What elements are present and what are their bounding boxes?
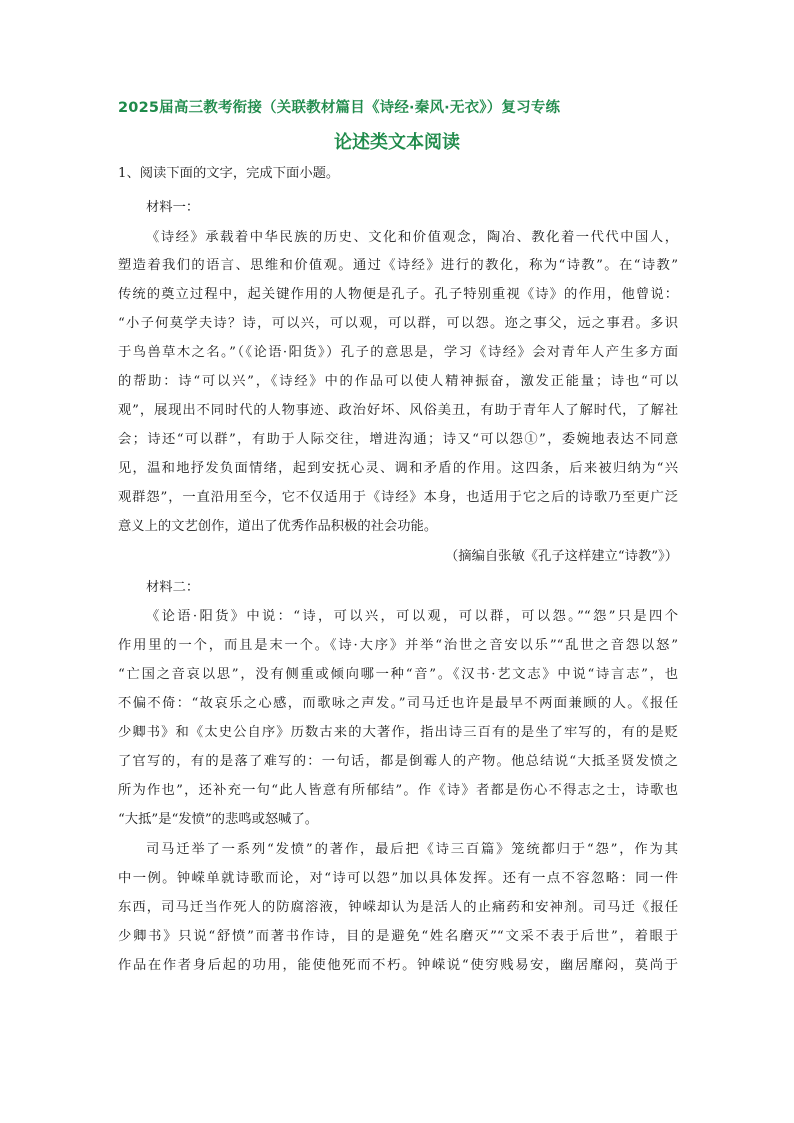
material2-line: 东西，司马迁当作死人的防腐溶液，钟嵘却认为是活人的止痛药和安神剂。司马迁《报任 xyxy=(118,900,678,915)
material1-line: 的帮助：诗“可以兴”，《诗经》中的作品可以使人精神振奋，激发正能量；诗也“可以 xyxy=(118,374,678,389)
question-prompt: 1、阅读下面的文字，完成下面小题。 xyxy=(118,166,340,181)
material2-line: 少卿书》只说“舒愤”而著书作诗，目的是避免“姓名磨灭”“文采不表于后世”，着眼于 xyxy=(118,929,678,944)
material2-line: 不偏不倚：“故哀乐之心感，而歌咏之声发。”司马迁也许是最早不两面兼顾的人。《报任 xyxy=(118,696,678,711)
material1-source: （摘编自张敏《孔子这样建立“诗教”》） xyxy=(445,549,678,564)
material2-line: 《论语·阳货》中说：“诗，可以兴，可以观，可以群，可以怨。”“怨”只是四个 xyxy=(146,609,678,624)
material2-line: “亡国之音哀以思”，没有侧重或倾向哪一种“音”。《汉书·艺文志》中说“诗言志”，也 xyxy=(118,667,678,682)
material1-line: 观群怨”，一直沿用至今，它不仅适用于《诗经》本身，也适用于它之后的诗歌乃至更广泛 xyxy=(118,490,678,505)
material1-line: 意义上的文艺创作，道出了优秀作品积极的社会功能。 xyxy=(118,519,438,534)
material1-line: 传统的奠立过程中，起关键作用的人物便是孔子。孔子特别重视《诗》的作用，他曾说： xyxy=(118,287,678,302)
material1-line: 会；诗还“可以群”，有助于人际交往，增进沟通；诗又“可以怨①”，委婉地表达不同意 xyxy=(118,432,678,447)
material1-label: 材料一： xyxy=(146,200,200,215)
material1-line: 塑造着我们的语言、思维和价值观。通过《诗经》进行的教化，称为“诗教”。在“诗教” xyxy=(118,258,678,273)
material1-line: 见，温和地抒发负面情绪，起到安抚心灵、调和矛盾的作用。这四条，后来被归纳为“兴 xyxy=(118,461,678,476)
material2-label: 材料二： xyxy=(146,580,200,595)
material2-line: 少卿书》和《太史公自序》历数古来的大著作，指出诗三百有的是坐了牢写的，有的是贬 xyxy=(118,725,678,740)
material1-line: “小子何莫学夫诗？诗，可以兴，可以观，可以群，可以怨。迩之事父，远之事君。多识 xyxy=(118,316,678,331)
material2-line: 作品在作者身后起的功用，能使他死而不朽。钟嵘说“使穷贱易安，幽居靡闷，莫尚于 xyxy=(118,958,678,973)
material2-line: 所为作也”，还补充一句“此人皆意有所郁结”。作《诗》者都是伤心不得志之士，诗歌也 xyxy=(118,783,678,798)
material1-line: 观”，展现出不同时代的人物事迹、政治好坏、风俗美丑，有助于青年人了解时代，了解社 xyxy=(118,403,678,418)
material2-line: 了官写的，有的是落了难写的：一句话，都是倒霉人的产物。他总结说“大抵圣贤发愤之 xyxy=(118,754,678,769)
material2-line: “大抵”是“发愤”的悲鸣或怒喊了。 xyxy=(118,812,319,827)
material1-line: 于鸟兽草木之名。”（《论语·阳货》）孔子的意思是，学习《诗经》会对青年人产生多方面 xyxy=(118,345,678,360)
material2-line: 中一例。钟嵘单就诗歌而论，对“诗可以怨”加以具体发挥。还有一点不容忽略：同一件 xyxy=(118,871,678,886)
document-title: 论述类文本阅读 xyxy=(334,132,460,153)
document-subtitle: 2025届高三教考衔接（关联教材篇目《诗经·秦风·无衣》）复习专练 xyxy=(118,100,561,116)
material1-line: 《诗经》承载着中华民族的历史、文化和价值观念，陶冶、教化着一代代中国人， xyxy=(146,230,678,245)
material2-line: 司马迁举了一系列“发愤”的著作，最后把《诗三百篇》笼统都归于“怨”，作为其 xyxy=(146,842,678,857)
material2-line: 作用里的一个，而且是末一个。《诗·大序》并举“治世之音安以乐”“乱世之音怨以怒” xyxy=(118,638,678,653)
